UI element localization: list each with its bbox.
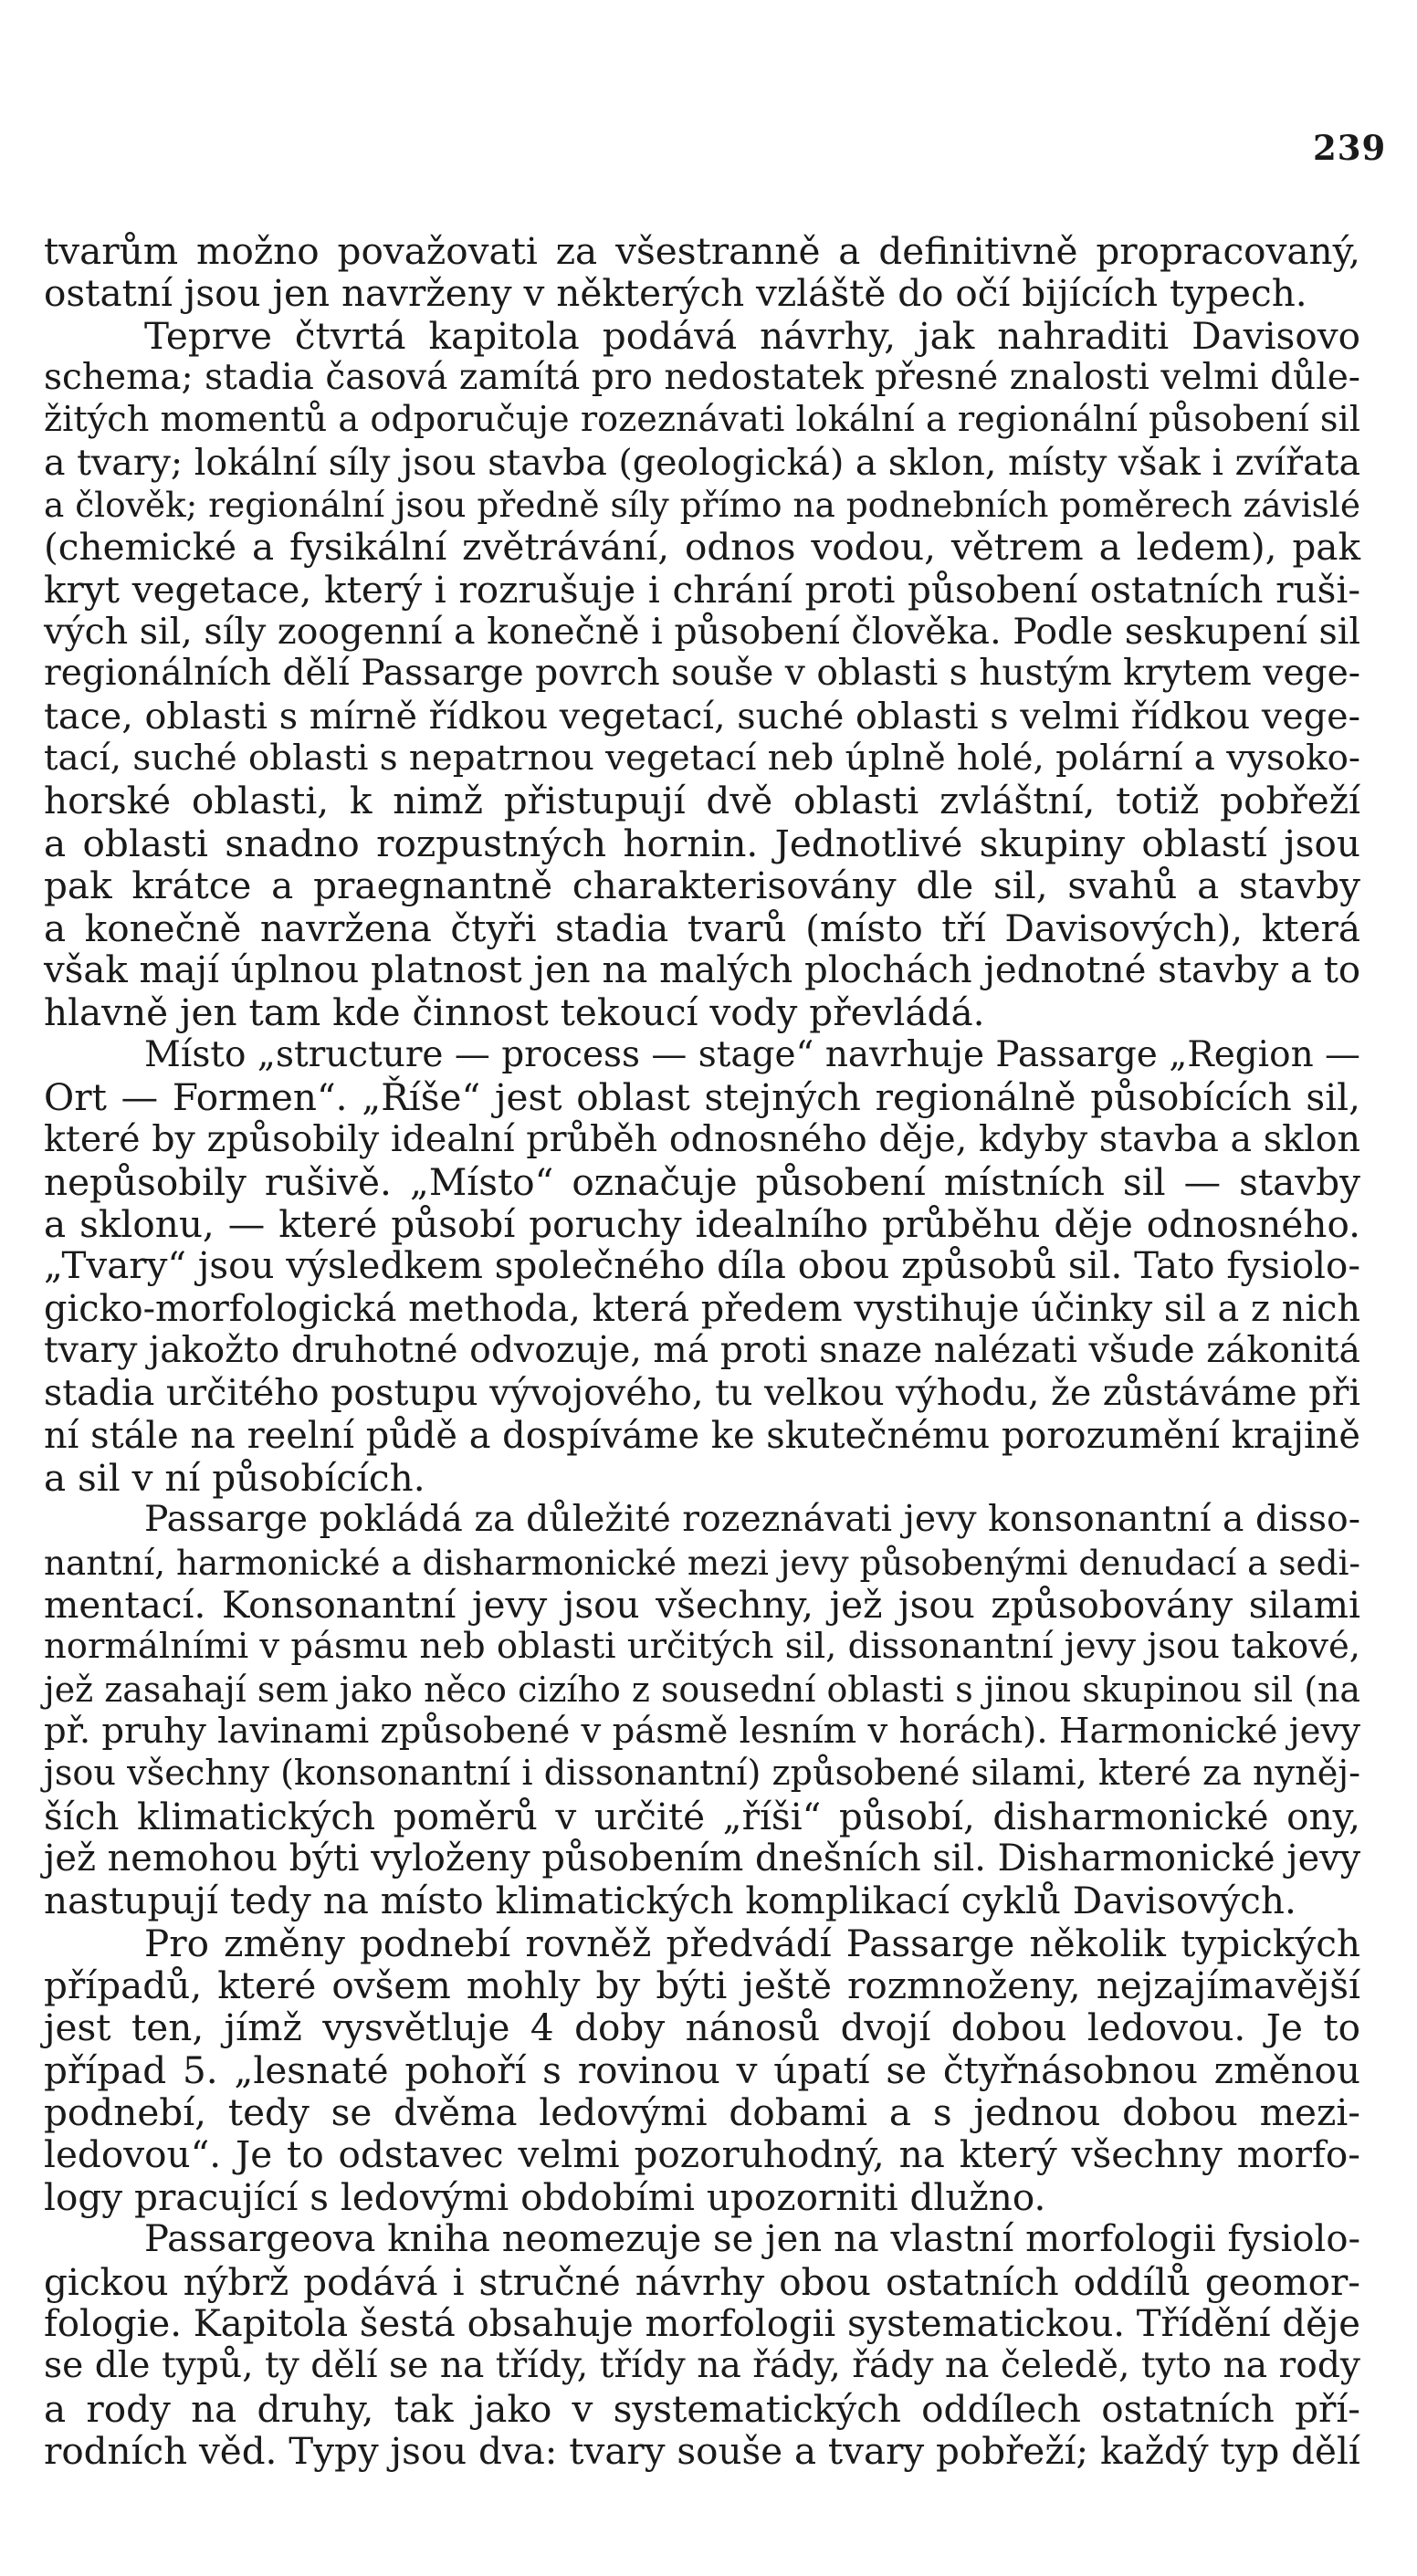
text-line: nantní, harmonické a disharmonické mezi jevy působenými denudací a sedi-	[44, 1542, 1360, 1583]
paragraph	[44, 1922, 1360, 2218]
paragraph	[44, 2218, 1360, 2472]
text-line: však mají úplnou platnost jen na malých plochách jednotné stavby a to	[44, 948, 1361, 991]
text-line: jest ten, jímž vysvětluje 4 doby nánosů dvojí dobou ledovou. Je to	[44, 2005, 1360, 2050]
text-line: horské oblasti, k nimž přistupují dvě oblasti zvláštní, totiž pobřeží	[44, 779, 1360, 823]
text-line: „Tvary“ jsou výsledkem společného díla obou způsobů sil. Tato fysiolo-	[44, 1244, 1360, 1288]
text-line: Teprve čtvrtá kapitola podává návrhy, jak nahraditi Davisovo	[144, 313, 1360, 358]
text-line: gicko-morfologická methoda, která předem vystihuje účinky sil a z nich	[44, 1287, 1360, 1330]
text-line: fologie. Kapitola šestá obsahuje morfologii systematickou. Třídění děje	[44, 2302, 1360, 2345]
text-line: pak krátce a praegnantně charakterisovány dle sil, svahů a stavby	[44, 864, 1360, 908]
text-line: tvary jakožto druhotné odvozuje, má proti snaze nalézati všude zákonitá	[44, 1329, 1360, 1371]
text-line: se dle typů, ty dělí se na třídy, třídy na řády, řády na čeledě, tyto na rody	[44, 2345, 1360, 2387]
text-line: vých sil, síly zoogenní a konečně i působení člověka. Podle seskupení sil	[44, 611, 1360, 654]
text-line: kryt vegetace, který i rozrušuje i chrání proti působení ostatních ruši-	[44, 567, 1360, 612]
text-line: logy pracující s ledovými obdobími upozorniti dlužno.	[44, 2174, 1046, 2219]
text-line: gickou nýbrž podává i stručné návrhy obou ostatních oddílů geomor-	[44, 2259, 1360, 2304]
text-line: ní stále na reelní půdě a dospíváme ke skutečnému porozumění krajině	[44, 1414, 1360, 1457]
text-line: a sil v ní působících.	[44, 1455, 425, 1500]
text-line: a konečně navržena čtyři stadia tvarů (místo tří Davisových), která	[44, 906, 1360, 950]
paragraph	[44, 315, 1360, 1034]
text-line: mentací. Konsonantní jevy jsou všechny, jež jsou způsobovány silami	[44, 1583, 1360, 1627]
paragraph	[44, 1034, 1360, 1500]
text-line: Místo „structure — process — stage“ navrhuje Passarge „Region —	[144, 1033, 1360, 1075]
body-text	[44, 230, 1360, 2472]
text-line: Passarge pokládá za důležité rozeznávati jevy konsonantní a disso-	[144, 1499, 1360, 1541]
text-line: a člověk; regionální jsou předně síly přímo na podnebních poměrech závislé	[44, 485, 1360, 526]
text-line: Passargeova kniha neomezuje se jen na vlastní morfologii fysiolo-	[144, 2218, 1360, 2261]
text-line: nastupují tedy na místo klimatických komplikací cyklů Davisových.	[44, 1879, 1296, 1923]
paragraph	[44, 230, 1360, 315]
text-line: stadia určitého postupu vývojového, tu velkou výhodu, že zůstáváme při	[44, 1372, 1361, 1415]
text-line: př. pruhy lavinami způsobené v pásmě lesním v horách). Harmonické jevy	[44, 1711, 1360, 1753]
text-line: případ 5. „lesnaté pohoří s rovinou v úpatí se čtyřnásobnou změnou	[44, 2047, 1360, 2092]
text-line: a oblasti snadno rozpustných hornin. Jednotlivé skupiny oblastí jsou	[44, 821, 1360, 865]
text-line: Pro změny podnebí rovněž předvádí Passarge několik typických	[144, 1921, 1360, 1965]
page-number: 239	[1313, 128, 1387, 168]
text-line: Ort — Formen“. „Říše“ jest oblast stejných regionálně působících sil,	[44, 1074, 1360, 1119]
text-line: a tvary; lokální síly jsou stavba (geologická) a sklon, místy však i zvířata	[44, 441, 1361, 484]
text-line: podnebí, tedy se dvěma ledovými dobami a s jednou dobou mezi-	[44, 2090, 1360, 2135]
text-line: ledovou“. Je to odstavec velmi pozoruhodný, na který všechny morfo-	[44, 2132, 1360, 2177]
text-line: ších klimatických poměrů v určité „říši“ působí, disharmonické ony,	[44, 1794, 1360, 1838]
text-line: nepůsobily rušivě. „Místo“ označuje působení místních sil — stavby	[44, 1159, 1360, 1204]
paragraph	[44, 1499, 1360, 1922]
text-line: hlavně jen tam kde činnost tekoucí vody převládá.	[44, 990, 985, 1035]
text-line: případů, které ovšem mohly by býti ještě rozmnoženy, nejzajímavější	[44, 1963, 1360, 2008]
text-line: tvarům možno považovati za všestranně a definitivně propracovaný,	[44, 229, 1360, 273]
text-line: jež nemohou býti vyloženy působením dnešních sil. Disharmonické jevy	[44, 1838, 1361, 1880]
text-line: které by způsobily idealní průběh odnosného děje, kdyby stavba a sklon	[44, 1118, 1360, 1161]
text-line: ostatní jsou jen navrženy v některých vzláště do očí bijících typech.	[44, 271, 1307, 316]
text-line: normálními v pásmu neb oblasti určitých sil, dissonantní jevy jsou takové,	[44, 1626, 1360, 1668]
text-line: (chemické a fysikální zvětrávání, odnos vodou, větrem a ledem), pak	[44, 525, 1360, 570]
text-line: rodních věd. Typy jsou dva: tvary souše a tvary pobřeží; každý typ dělí	[44, 2428, 1360, 2473]
text-line: tací, suché oblasti s nepatrnou vegetací neb úplně holé, polární a vysoko-	[44, 738, 1360, 780]
text-line: a rody na druhy, tak jako v systematických oddílech ostatních pří-	[44, 2386, 1360, 2431]
text-line: schema; stadia časová zamítá pro nedostatek přesné znalosti velmi důle-	[44, 357, 1360, 399]
text-line: tace, oblasti s mírně řídkou vegetací, suché oblasti s velmi řídkou vege-	[44, 695, 1360, 738]
text-line: regionálních dělí Passarge povrch souše v oblasti s hustým krytem vege-	[44, 653, 1360, 695]
text-line: jsou všechny (konsonantní i dissonantní) způsobené silami, které za nyněj-	[44, 1754, 1360, 1795]
text-line: žitých momentů a odporučuje rozeznávati lokální a regionální působení sil	[44, 400, 1360, 441]
text-line: a sklonu, — které působí poruchy idealního průběhu děje odnosného.	[44, 1201, 1360, 1246]
text-line: jež zasahají sem jako něco cizího z sousední oblasti s jinou skupinou sil (na	[44, 1669, 1360, 1710]
